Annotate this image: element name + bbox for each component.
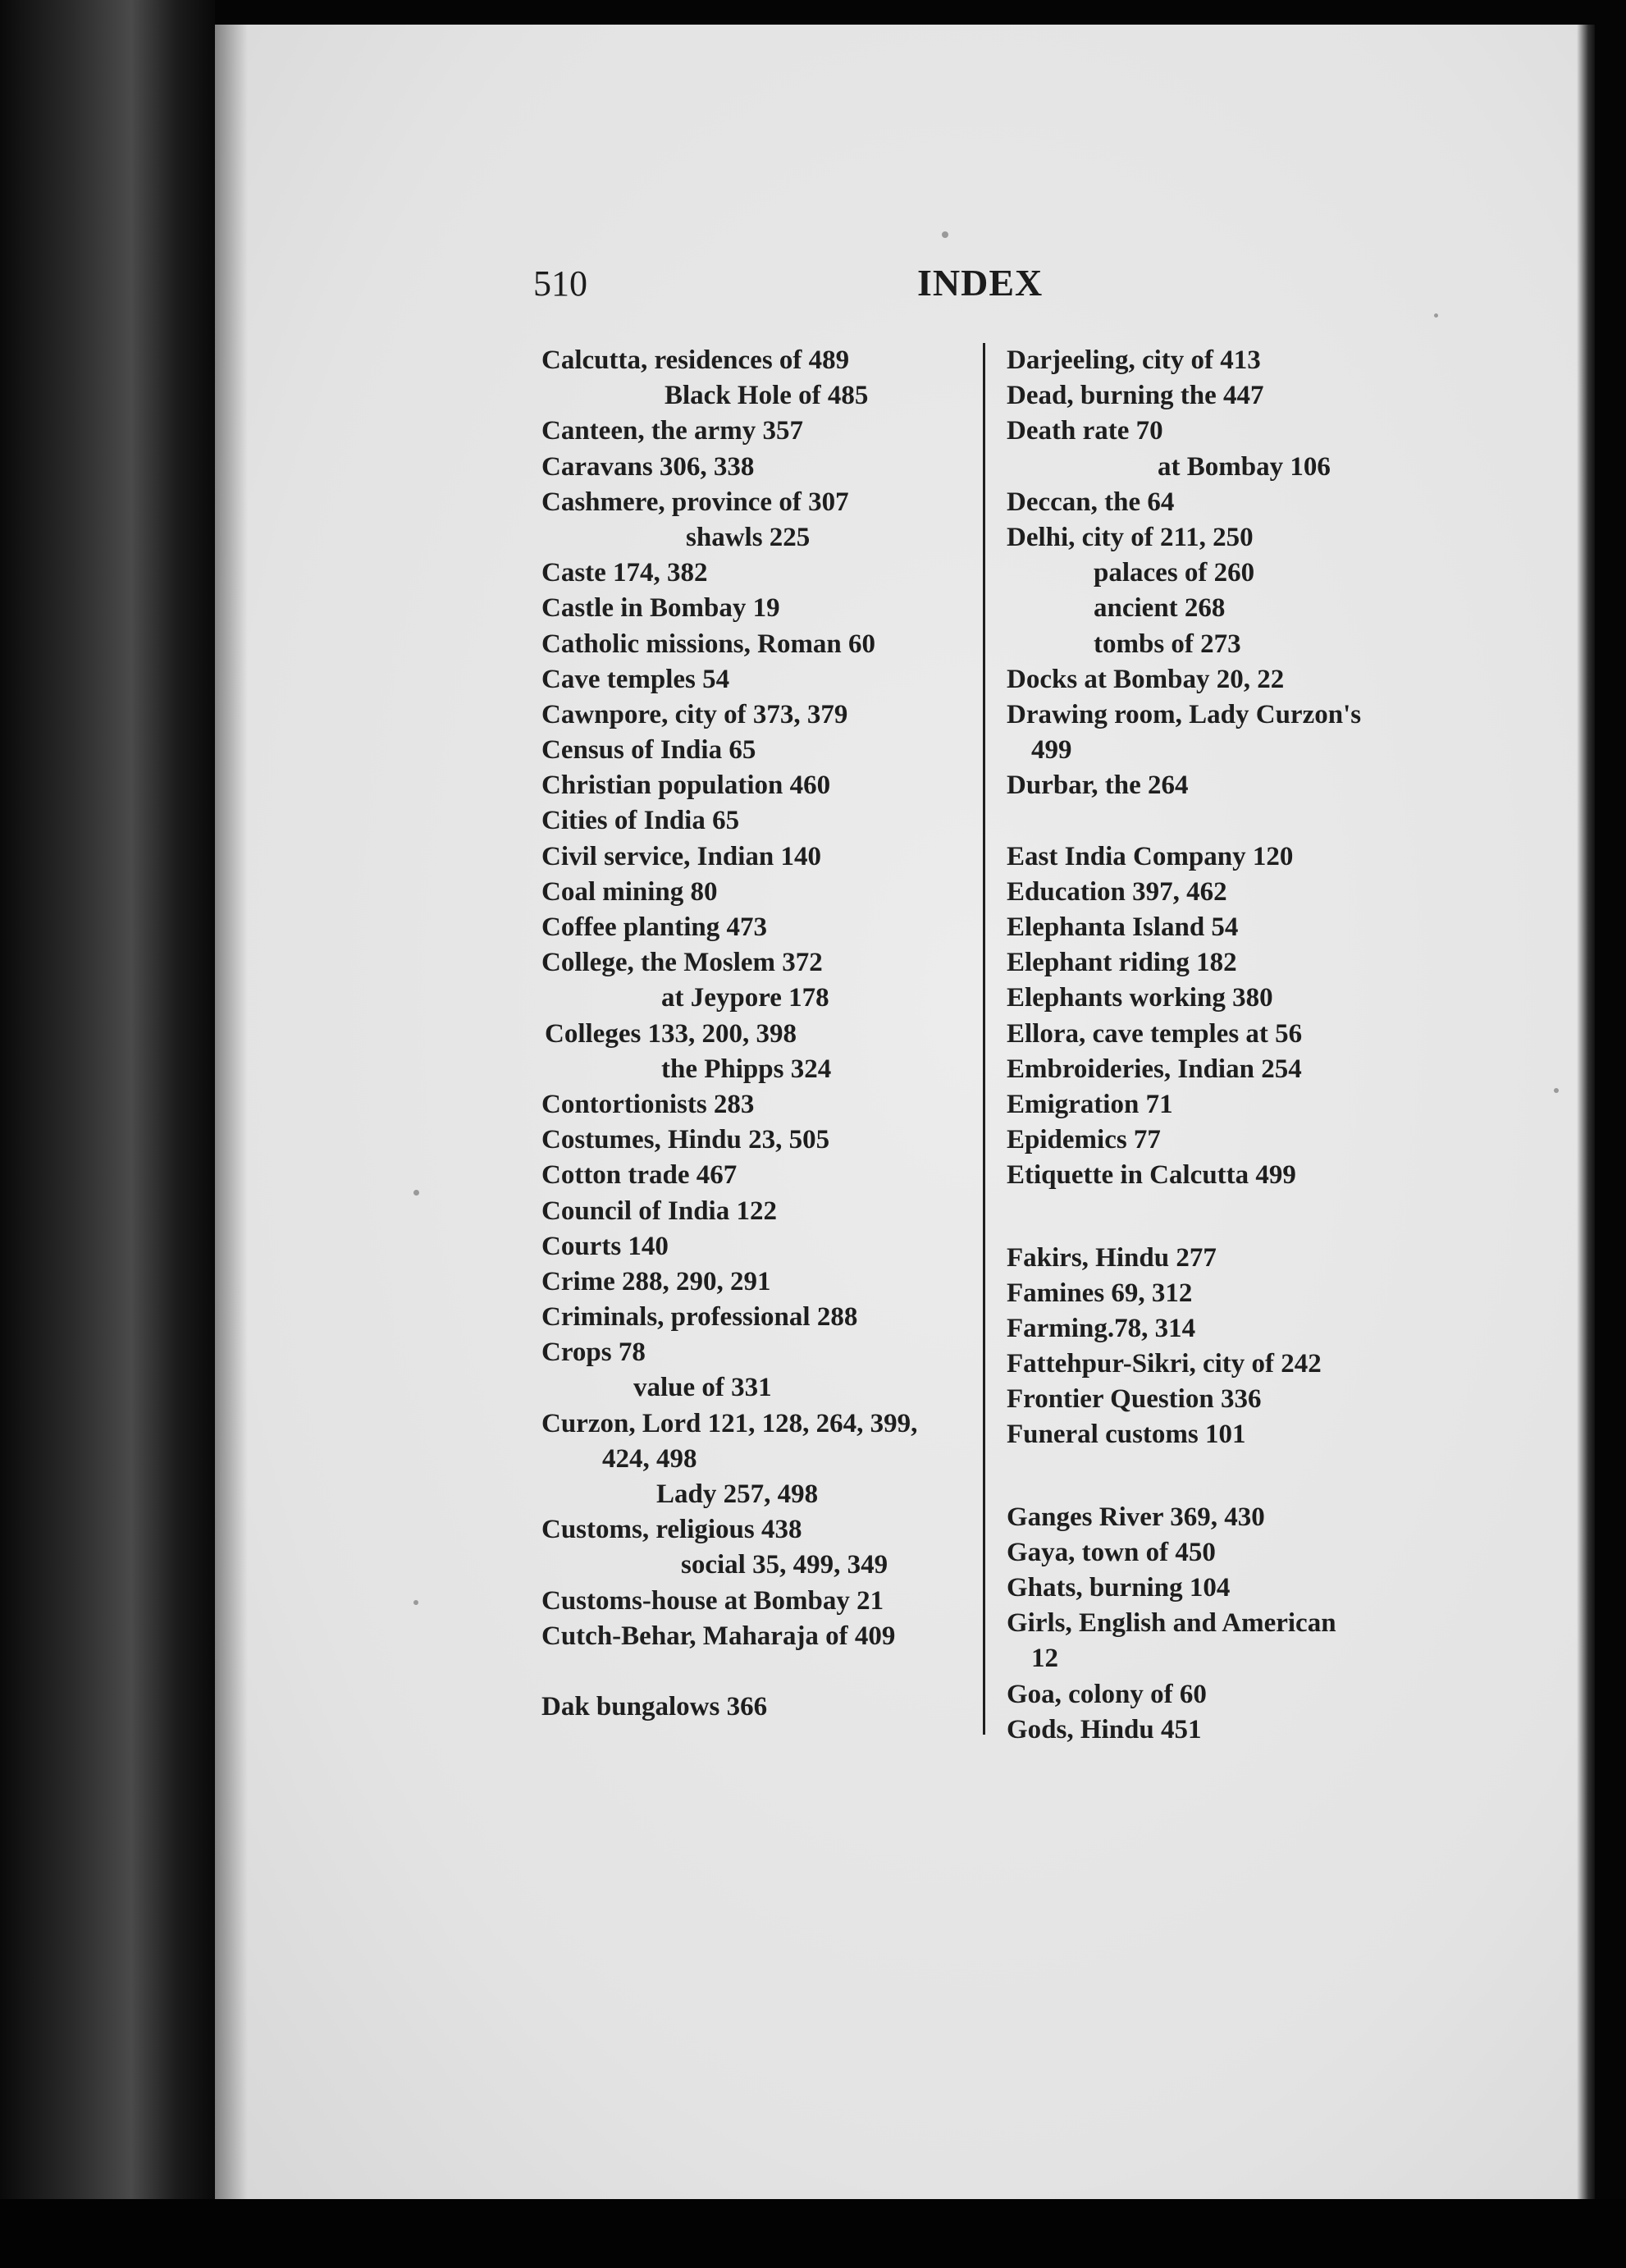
index-entry: Education 397, 462: [1007, 876, 1227, 907]
index-entry: Courts 140: [541, 1231, 669, 1261]
index-entry: Council of India 122: [541, 1196, 777, 1226]
index-entry: at Bombay 106: [1158, 451, 1331, 482]
index-entry: Famines 69, 312: [1007, 1278, 1193, 1308]
index-entry: Etiquette in Calcutta 499: [1007, 1160, 1296, 1191]
speck: [942, 231, 948, 238]
index-entry: Castle in Bombay 19: [541, 593, 780, 624]
page-right-edge: [1577, 25, 1595, 2199]
index-entry: Drawing room, Lady Curzon's: [1007, 699, 1362, 729]
index-entry: Cities of India 65: [541, 806, 740, 836]
speck: [413, 1600, 418, 1605]
index-entry: Durbar, the 264: [1007, 770, 1189, 801]
index-entry: value of 331: [633, 1373, 772, 1403]
index-entry: Coffee planting 473: [541, 912, 767, 942]
spine-shadow: [215, 25, 248, 2199]
speck: [413, 1190, 419, 1196]
index-column-left: [541, 343, 1001, 1725]
index-entry: Death rate 70: [1007, 416, 1163, 446]
index-entry: Colleges 133, 200, 398: [545, 1018, 797, 1049]
index-entry: Census of India 65: [541, 735, 756, 766]
index-column-right: [1007, 343, 1466, 1748]
index-entry: Dead, burning the 447: [1007, 381, 1264, 411]
index-gap: [1007, 1194, 1466, 1241]
index-entry: Lady 257, 498: [656, 1479, 819, 1509]
index-entry: Catholic missions, Roman 60: [541, 629, 876, 659]
index-entry: Girls, English and American: [1007, 1608, 1336, 1639]
index-entry: Dak bungalows 366: [541, 1692, 768, 1722]
index-entry: Caste 174, 382: [541, 558, 708, 588]
index-entry: Ghats, burning 104: [1007, 1573, 1231, 1603]
index-entry: 424, 498: [602, 1443, 697, 1474]
index-gap: [1007, 803, 1466, 839]
index-entry: Criminals, professional 288: [541, 1302, 858, 1333]
index-entry: tombs of 273: [1094, 629, 1241, 659]
index-entry: Cashmere, province of 307: [541, 487, 849, 517]
index-entry: Farming.78, 314: [1007, 1313, 1196, 1343]
index-entry: shawls 225: [686, 522, 811, 552]
index-entry: Civil service, Indian 140: [541, 841, 822, 871]
index-entry: Costumes, Hindu 23, 505: [541, 1125, 830, 1155]
index-entry: Canteen, the army 357: [541, 416, 803, 446]
index-entry: Christian population 460: [541, 770, 831, 801]
index-entry: Crime 288, 290, 291: [541, 1266, 771, 1296]
index-entry: Docks at Bombay 20, 22: [1007, 664, 1285, 694]
index-entry: Elephant riding 182: [1007, 948, 1237, 978]
index-entry: Ganges River 369, 430: [1007, 1502, 1265, 1532]
index-entry: Black Hole of 485: [665, 381, 869, 411]
index-entry: College, the Moslem 372: [541, 948, 823, 978]
speck: [1434, 313, 1438, 318]
index-entry: East India Company 120: [1007, 841, 1294, 871]
scan-left-margin: [0, 0, 215, 2268]
index-entry: Cave temples 54: [541, 664, 730, 694]
index-entry: Gaya, town of 450: [1007, 1537, 1216, 1567]
index-entry: Darjeeling, city of 413: [1007, 345, 1261, 375]
index-entry: Cutch-Behar, Maharaja of 409: [541, 1621, 896, 1651]
index-entry: Crops 78: [541, 1337, 646, 1368]
index-entry: Elephanta Island 54: [1007, 912, 1239, 942]
index-gap: [1007, 1453, 1466, 1500]
index-entry: Calcutta, residences of 489: [541, 345, 850, 375]
running-head: INDEX: [917, 262, 1044, 304]
index-entry: Contortionists 283: [541, 1089, 755, 1119]
index-entry: Goa, colony of 60: [1007, 1679, 1207, 1709]
index-entry: Customs, religious 438: [541, 1515, 802, 1545]
index-entry: Caravans 306, 338: [541, 451, 755, 482]
index-entry: Emigration 71: [1007, 1089, 1173, 1119]
index-entry: Fattehpur-Sikri, city of 242: [1007, 1349, 1322, 1379]
index-entry: Embroideries, Indian 254: [1007, 1054, 1302, 1084]
index-entry: Frontier Question 336: [1007, 1384, 1262, 1415]
index-entry: palaces of 260: [1094, 558, 1255, 588]
index-entry: Funeral customs 101: [1007, 1420, 1246, 1450]
page-number: 510: [533, 263, 587, 304]
index-entry: 12: [1031, 1644, 1058, 1674]
index-entry: Ellora, cave temples at 56: [1007, 1018, 1303, 1049]
index-entry: Delhi, city of 211, 250: [1007, 522, 1254, 552]
index-entry: ancient 268: [1094, 593, 1226, 624]
index-entry: Coal mining 80: [541, 876, 718, 907]
index-entry: 499: [1031, 735, 1072, 766]
index-entry: Curzon, Lord 121, 128, 264, 399,: [541, 1408, 918, 1438]
index-entry: social 35, 499, 349: [681, 1550, 888, 1580]
index-entry: Customs-house at Bombay 21: [541, 1585, 884, 1616]
index-entry: the Phipps 324: [661, 1054, 832, 1084]
index-entry: Deccan, the 64: [1007, 487, 1175, 517]
index-entry: Elephants working 380: [1007, 983, 1273, 1013]
scan-bottom-margin: [0, 2199, 1626, 2268]
index-entry: Cotton trade 467: [541, 1160, 738, 1191]
index-entry: Fakirs, Hindu 277: [1007, 1242, 1217, 1273]
index-entry: Epidemics 77: [1007, 1125, 1161, 1155]
index-entry: Gods, Hindu 451: [1007, 1714, 1202, 1744]
index-gap: [541, 1654, 1001, 1690]
speck: [1554, 1088, 1559, 1093]
index-entry: at Jeypore 178: [661, 983, 829, 1013]
index-entry: Cawnpore, city of 373, 379: [541, 699, 848, 729]
